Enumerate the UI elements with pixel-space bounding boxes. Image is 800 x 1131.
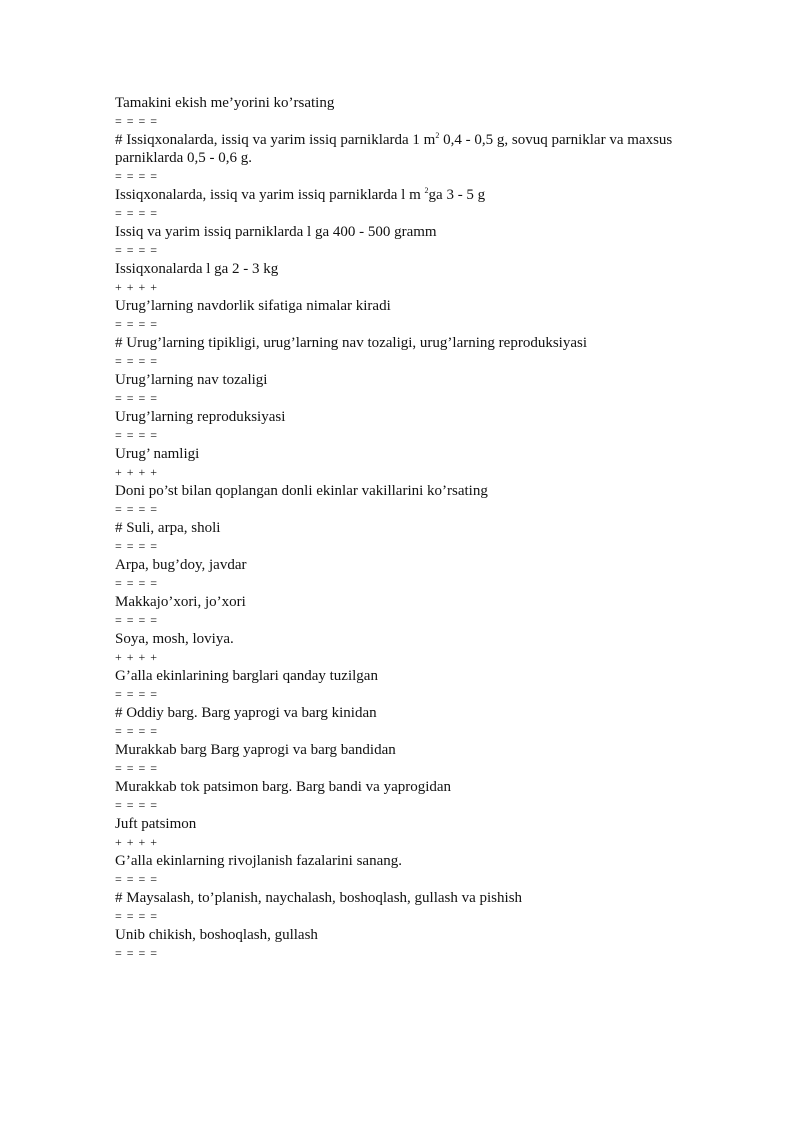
option-text-suffix: 0,4 - 0,5 g, sovuq parniklar va maxsus parniklarda 0,5 - 0,6 g. (115, 132, 673, 166)
option-text: Juft patsimon (115, 816, 197, 832)
question-block (115, 852, 725, 963)
question-list (115, 94, 725, 963)
answer-option-correct (115, 334, 725, 352)
question-text: Urug’larning navdorlik sifatiga nimalar kiradi (115, 298, 391, 314)
separator: = = = = (115, 206, 159, 220)
answer-option (115, 186, 725, 204)
question-terminator: + + + + (115, 835, 159, 849)
option-text: Murakkab tok patsimon barg. Barg bandi va yaprogidan (115, 779, 452, 795)
separator: = = = = (115, 502, 159, 516)
separator: = = = = (115, 243, 159, 257)
question-text: G’alla ekinlarning rivojlanish fazalarini sanang. (115, 853, 402, 869)
separator: = = = = (115, 354, 159, 368)
separator: = = = = (115, 613, 159, 627)
answer-option (115, 778, 725, 796)
question-terminator: + + + + (115, 465, 159, 479)
answer-option (115, 630, 725, 648)
answer-option-correct (115, 131, 725, 167)
separator: = = = = (115, 724, 159, 738)
separator: = = = = (115, 428, 159, 442)
option-text: Urug’larning nav tozaligi (115, 372, 268, 388)
option-text: Murakkab barg Barg yaprogi va barg bandidan (115, 742, 396, 758)
separator: = = = = (115, 539, 159, 553)
option-text: Issiq va yarim issiq parniklarda l ga 400 - 500 gramm (115, 224, 437, 240)
option-text: # Oddiy barg. Barg yaprogi va barg kinidan (115, 705, 377, 721)
question-text: Doni po’st bilan qoplangan donli ekinlar vakillarini ko’rsating (115, 483, 488, 499)
answer-option (115, 593, 725, 611)
option-text: # Urug’larning tipikligi, urug’larning nav tozaligi, urug’larning reproduksiyasi (115, 335, 587, 351)
option-text: Urug’ namligi (115, 446, 200, 462)
question-text: G’alla ekinlarining barglari qanday tuzilgan (115, 668, 378, 684)
option-text-suffix: ga 3 - 5 g (428, 187, 486, 203)
answer-option (115, 223, 725, 241)
question-block (115, 482, 725, 667)
question-terminator: + + + + (115, 650, 159, 664)
superscript: 2 (424, 186, 429, 195)
answer-option (115, 260, 725, 278)
answer-option (115, 556, 725, 574)
separator: = = = = (115, 946, 159, 960)
superscript: 2 (435, 131, 440, 140)
separator: = = = = (115, 391, 159, 405)
question-text: Tamakini ekish me’yorini ko’rsating (115, 95, 335, 111)
option-text: Issiqxonalarda l ga 2 - 3 kg (115, 261, 279, 277)
answer-option (115, 926, 725, 944)
option-text: # Suli, arpa, sholi (115, 520, 221, 536)
separator: = = = = (115, 798, 159, 812)
answer-option-correct (115, 889, 725, 907)
option-text: Soya, mosh, loviya. (115, 631, 234, 647)
separator: = = = = (115, 909, 159, 923)
answer-option (115, 371, 725, 389)
answer-option (115, 408, 725, 426)
question-block (115, 667, 725, 852)
answer-option (115, 741, 725, 759)
option-text: # Issiqxonalarda, issiq va yarim issiq parniklarda 1 m (115, 132, 436, 148)
answer-option (115, 815, 725, 833)
separator: = = = = (115, 576, 159, 590)
separator: = = = = (115, 687, 159, 701)
separator: = = = = (115, 114, 159, 128)
separator: = = = = (115, 169, 159, 183)
option-text: Urug’larning reproduksiyasi (115, 409, 286, 425)
option-text: Unib chikish, boshoqlash, gullash (115, 927, 318, 943)
answer-option-correct (115, 704, 725, 722)
question-terminator: + + + + (115, 280, 159, 294)
option-text: Issiqxonalarda, issiq va yarim issiq parniklarda l m (115, 187, 425, 203)
separator: = = = = (115, 872, 159, 886)
separator: = = = = (115, 317, 159, 331)
option-text: Arpa, bug’doy, javdar (115, 557, 247, 573)
answer-option-correct (115, 519, 725, 537)
answer-option (115, 445, 725, 463)
option-text: # Maysalash, to’planish, naychalash, boshoqlash, gullash va pishish (115, 890, 523, 906)
question-block (115, 94, 725, 297)
option-text: Makkajo’xori, jo’xori (115, 594, 246, 610)
question-block (115, 297, 725, 482)
separator: = = = = (115, 761, 159, 775)
